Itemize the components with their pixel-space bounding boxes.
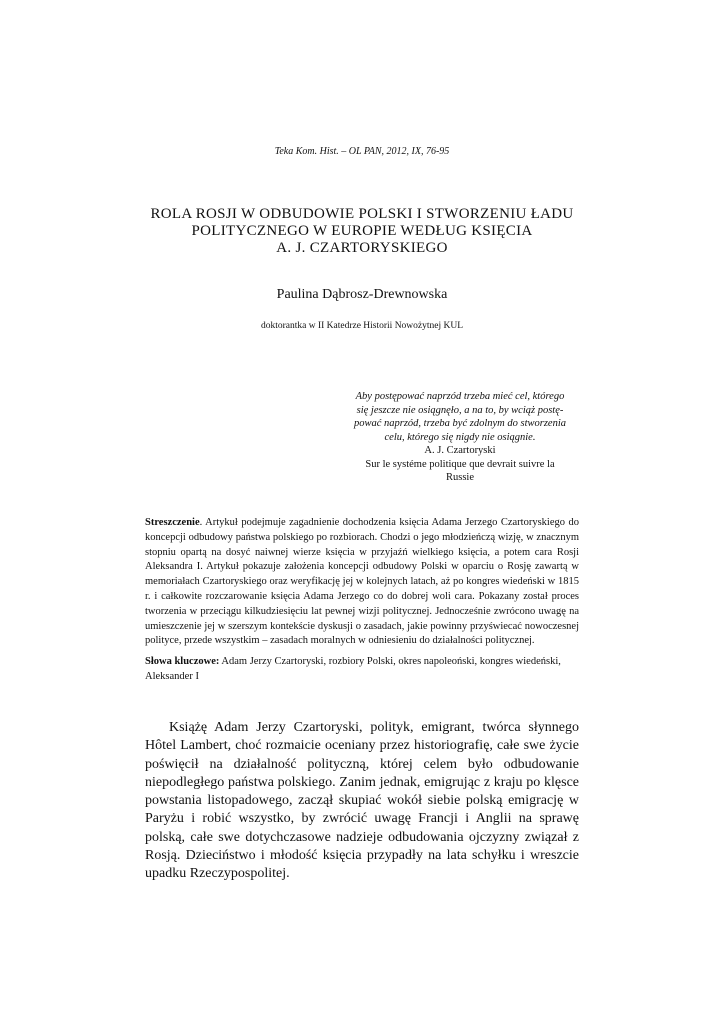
abstract: [145, 516, 579, 649]
epigraph-quote-line: pować naprzód, trzeba być zdolnym do stworzenia: [353, 418, 567, 429]
epigraph-quote-line: celu, którego się nigdy nie osiągnie.: [384, 431, 536, 443]
title-line: POLITYCZNEGO W EUROPIE WEDŁUG KSIĘCIA: [191, 223, 533, 239]
keywords-label: Słowa kluczowe:: [145, 656, 220, 667]
keywords: [145, 655, 579, 685]
keywords-text: Adam Jerzy Czartoryski, rozbiory Polski, okres napoleoński, kongres wiedeński, Aleksander I: [145, 656, 561, 682]
author-affiliation: doktorantka w II Katedrze Historii Nowożytnej KUL: [260, 321, 464, 331]
epigraph-attribution: A. J. Czartoryski: [424, 445, 496, 456]
abstract-text: . Artykuł podejmuje zagadnienie dochodzenia księcia Adama Jerzego Czartoryskiego do koncepcji odbudowy państwa polskiego po rozbiorach. Chodzi o jego młodzieńczą wizję, w znacznym stopniu opartą na dosyć naiwnej wierze księcia w przyjaźń wielkiego księcia, a potem cara Rosji Aleksandra I. Artykuł pokazuje założenia koncepcji odbudowy Polski w oparciu o Rosję zawartą w memoriałach Czartoryskiego oraz weryfikację jej w kolejnych latach, aż po kongres wiedeński w 1815 r. i całkowite rozczarowanie księcia Adama Jerzego co do dobrej woli cara. Pokazany został proces tworzenia w przeciągu kilkudziesięciu lat pewnej wizji politycznej. Jednocześnie zwrócono uwagę na umieszczenie jej w szerszym kontekście dyskusji o zasadach, jakie powinny przyświecać nowoczesnej polityce, przede wszystkim – zasadach moralnych w odniesieniu do działalności politycznej.: [145, 517, 579, 647]
epigraph: [330, 390, 590, 485]
author-name: Paulina Dąbrosz-Drewnowska: [276, 287, 448, 302]
abstract-label: Streszczenie: [145, 517, 200, 528]
article-title: [120, 206, 604, 257]
epigraph-source-line: Sur le systéme politique que devrait suivre la: [365, 458, 555, 470]
title-line: ROLA ROSJI W ODBUDOWIE POLSKI I STWORZENIU ŁADU: [150, 206, 574, 222]
epigraph-quote-line: się jeszcze nie osiągnęło, a na to, by wciąż postę-: [356, 404, 564, 416]
running-head: Teka Kom. Hist. – OL PAN, 2012, IX, 76-95: [274, 146, 450, 157]
title-line: A. J. CZARTORYSKIEGO: [276, 240, 448, 256]
body-paragraph: Książę Adam Jerzy Czartoryski, polityk, emigrant, twórca słynnego Hôtel Lambert, choć rozmaicie oceniany przez historiografię, całe swe życie poświęcił na działalność polityczną, której celem było odbudowanie niepodległego państwa polskiego. Zanim jednak, emigrując z kraju po klęsce powstania listopadowego, zaczął skupiać wokół siebie polską emigrację w Paryżu i robić wszystko, by zwrócić uwagę Francji i Anglii na sprawę polską, całe swe dotychczasowe nadzieje odbudowania ojczyzny związał z Rosją. Dzieciństwo i młodość księcia przypadły na lata schyłku i wreszcie upadku Rzeczypospolitej.: [145, 720, 579, 882]
epigraph-quote-line: Aby postępować naprzód trzeba mieć cel, którego: [355, 391, 565, 402]
epigraph-source-line: Russie: [445, 472, 474, 483]
